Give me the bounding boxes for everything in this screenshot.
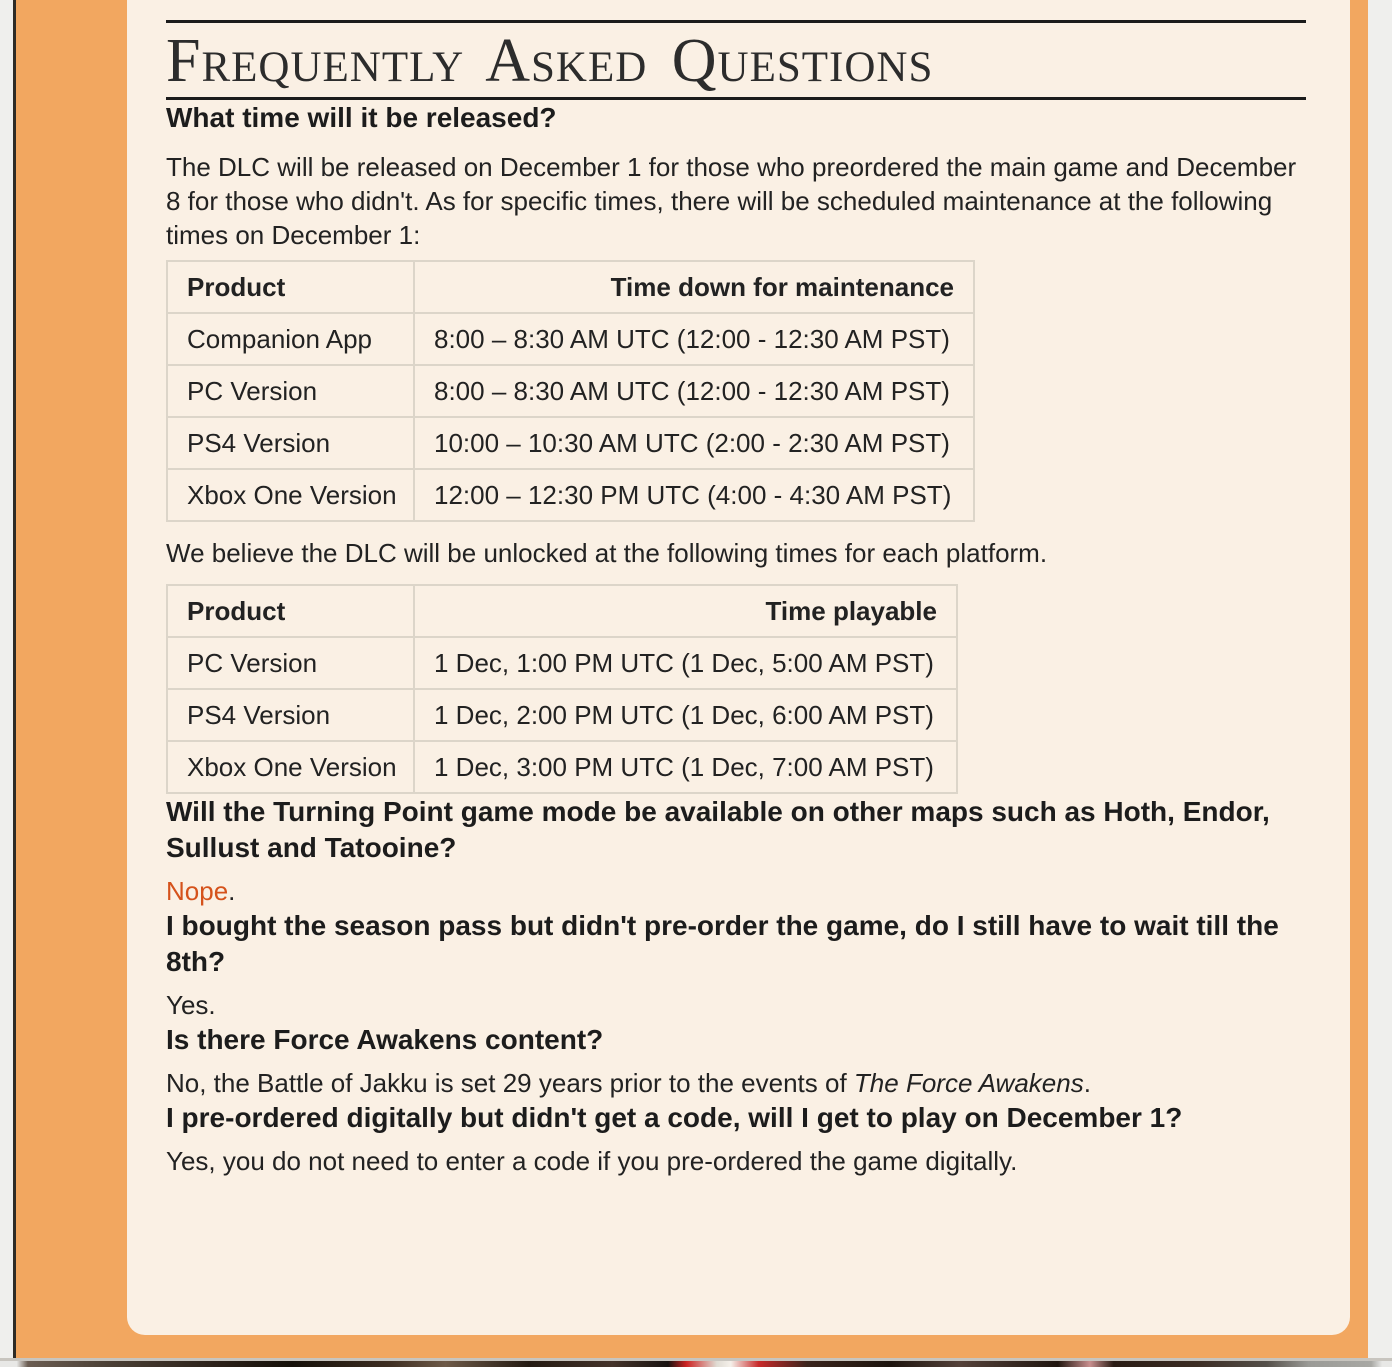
- answer-release-time: The DLC will be released on December 1 for those who preordered the main game and December 8 for those who didn't. As for specific times, there will be scheduled maintenance at the following times on December 1:: [166, 152, 1297, 250]
- table-cell-time: 8:00 – 8:30 AM UTC (12:00 - 12:30 AM PST): [414, 365, 974, 417]
- page-title: Frequently Asked Questions: [166, 27, 934, 95]
- unlock-table: [166, 584, 958, 794]
- table-header-playable-time: Time playable: [414, 585, 957, 637]
- answer-digital-preorder-code: Yes, you do not need to enter a code if you pre-ordered the game digitally.: [166, 1146, 1018, 1176]
- table-row: [167, 313, 974, 365]
- question-force-awakens-content: Is there Force Awakens content?: [166, 1024, 604, 1055]
- table-cell-product: Xbox One Version: [167, 469, 414, 521]
- table-cell-product: PS4 Version: [167, 689, 414, 741]
- faq-content-card: [127, 0, 1350, 1335]
- unlock-intro-text: We believe the DLC will be unlocked at the following times for each platform.: [166, 538, 1048, 568]
- question-season-pass-wait: I bought the season pass but didn't pre-order the game, do I still have to wait till the 8th?: [166, 910, 1279, 977]
- answer-text: No, the Battle of Jakku is set 29 years prior to the events of: [166, 1068, 854, 1098]
- answer-turning-point-maps: [166, 874, 1306, 908]
- table-header-row: [167, 261, 974, 313]
- table-row: [167, 417, 974, 469]
- question-release-time: What time will it be released?: [166, 102, 557, 133]
- table-row: [167, 365, 974, 417]
- answer-season-pass-wait: Yes.: [166, 990, 216, 1020]
- answer-period: .: [1083, 1068, 1091, 1098]
- table-cell-time: 1 Dec, 3:00 PM UTC (1 Dec, 7:00 AM PST): [414, 741, 957, 793]
- answer-italic-title: The Force Awakens: [853, 1068, 1084, 1098]
- maintenance-table: [166, 260, 975, 522]
- table-row: [167, 741, 957, 793]
- table-cell-product: PC Version: [167, 365, 414, 417]
- table-cell-product: PS4 Version: [167, 417, 414, 469]
- table-row: [167, 689, 957, 741]
- table-header-maintenance-time: Time down for maintenance: [414, 261, 974, 313]
- table-cell-time: 1 Dec, 2:00 PM UTC (1 Dec, 6:00 AM PST): [414, 689, 957, 741]
- nope-link[interactable]: Nope: [166, 876, 229, 906]
- table-cell-time: 12:00 – 12:30 PM UTC (4:00 - 4:30 AM PST): [414, 469, 974, 521]
- table-header-product: Product: [167, 261, 414, 313]
- question-digital-preorder-code: I pre-ordered digitally but didn't get a code, will I get to play on December 1?: [166, 1102, 1183, 1133]
- question-turning-point-maps: Will the Turning Point game mode be available on other maps such as Hoth, Endor, Sullust and Tatooine?: [166, 796, 1270, 863]
- answer-period: .: [228, 876, 236, 906]
- footer-image-strip: [0, 1361, 1392, 1367]
- table-cell-product: PC Version: [167, 637, 414, 689]
- table-cell-time: 1 Dec, 1:00 PM UTC (1 Dec, 5:00 AM PST): [414, 637, 957, 689]
- orange-frame-panel: [13, 0, 1368, 1358]
- table-cell-product: Xbox One Version: [167, 741, 414, 793]
- table-header-product: Product: [167, 585, 414, 637]
- table-cell-product: Companion App: [167, 313, 414, 365]
- title-top-rule: [166, 20, 1306, 23]
- table-row: [167, 469, 974, 521]
- table-cell-time: 10:00 – 10:30 AM UTC (2:00 - 2:30 AM PST): [414, 417, 974, 469]
- table-header-row: [167, 585, 957, 637]
- answer-force-awakens-content: [166, 1066, 1306, 1100]
- table-cell-time: 8:00 – 8:30 AM UTC (12:00 - 12:30 AM PST): [414, 313, 974, 365]
- table-row: [167, 637, 957, 689]
